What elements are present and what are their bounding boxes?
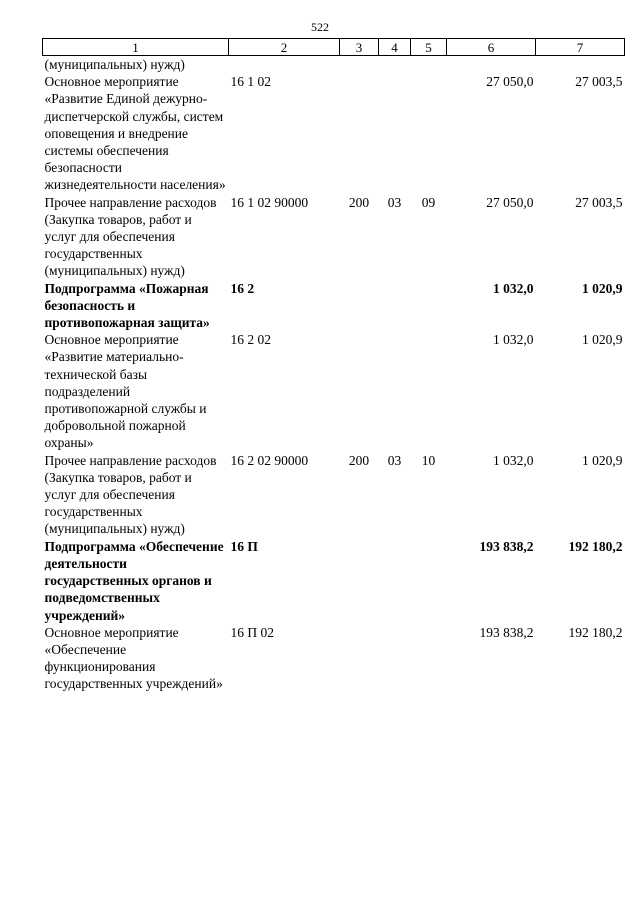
table-body xyxy=(43,56,625,693)
header-row xyxy=(43,39,625,56)
row-executed-amount-cell: 192 180,2 xyxy=(568,538,623,554)
row-section-cell xyxy=(379,331,411,451)
row-section-cell xyxy=(379,624,411,693)
row-planned-amount-cell xyxy=(447,56,536,74)
row-section-cell: 03 xyxy=(387,194,402,210)
row-name-cell: Основное мероприятие «Развитие материально-технической базы подразделений противопожарной службы и добровольной пожарной охраны» xyxy=(44,332,207,451)
row-subsection-cell xyxy=(411,56,447,74)
table-row xyxy=(43,331,625,451)
row-planned-amount-cell: 1 032,0 xyxy=(493,452,534,468)
row-executed-amount-cell: 1 020,9 xyxy=(582,452,623,468)
row-executed-amount-cell xyxy=(536,56,625,74)
column-header-6: 6 xyxy=(447,39,536,56)
row-name-cell: Подпрограмма «Обеспечение деятельности государственных органов и подведомственных учреждений» xyxy=(44,538,224,623)
row-name-cell: Прочее направление расходов (Закупка товаров, работ и услуг для обеспечения государственных (муниципальных) нужд) xyxy=(44,194,217,279)
row-section-cell xyxy=(379,538,411,624)
row-executed-amount-cell: 27 003,5 xyxy=(575,194,623,210)
row-code-cell: 16 П 02 xyxy=(230,624,274,640)
table-row xyxy=(43,538,625,624)
row-code-cell: 16 2 xyxy=(230,280,255,296)
row-section-cell xyxy=(379,56,411,74)
row-subsection-cell xyxy=(411,280,447,332)
row-planned-amount-cell: 193 838,2 xyxy=(479,624,534,640)
row-executed-amount-cell: 27 003,5 xyxy=(575,74,623,90)
row-subsection-cell: 09 xyxy=(421,194,436,210)
table-row xyxy=(43,452,625,538)
row-expense-type-cell xyxy=(340,73,379,193)
row-name-cell: Прочее направление расходов (Закупка товаров, работ и услуг для обеспечения государственных (муниципальных) нужд) xyxy=(44,452,217,537)
row-subsection-cell: 10 xyxy=(421,452,436,468)
row-executed-amount-cell: 192 180,2 xyxy=(568,624,623,640)
row-expense-type-cell xyxy=(340,331,379,451)
row-expense-type-cell: 200 xyxy=(348,452,370,468)
table-row xyxy=(43,624,625,693)
row-section-cell: 03 xyxy=(387,452,402,468)
row-executed-amount-cell: 1 020,9 xyxy=(582,332,623,348)
row-expense-type-cell xyxy=(340,624,379,693)
row-expense-type-cell: 200 xyxy=(348,194,370,210)
row-expense-type-cell xyxy=(340,280,379,332)
budget-table xyxy=(42,38,625,693)
row-code-cell xyxy=(229,56,340,74)
column-header-5: 5 xyxy=(411,39,447,56)
row-name-cell: Подпрограмма «Пожарная безопасность и противопожарная защита» xyxy=(44,280,210,331)
row-expense-type-cell xyxy=(340,56,379,74)
row-code-cell: 16 2 02 90000 xyxy=(230,452,309,468)
row-subsection-cell xyxy=(411,331,447,451)
row-section-cell xyxy=(379,73,411,193)
row-section-cell xyxy=(379,280,411,332)
row-subsection-cell xyxy=(411,624,447,693)
row-name-cell: (муниципальных) нужд) xyxy=(44,57,185,72)
row-code-cell: 16 П xyxy=(230,538,258,554)
table-row xyxy=(43,194,625,280)
row-subsection-cell xyxy=(411,538,447,624)
column-header-4: 4 xyxy=(379,39,411,56)
table-row xyxy=(43,56,625,74)
column-header-3: 3 xyxy=(340,39,379,56)
column-header-2: 2 xyxy=(229,39,340,56)
row-name-cell: Основное мероприятие «Обеспечение функционирования государственных учреждений» xyxy=(44,624,223,692)
row-code-cell: 16 1 02 xyxy=(230,74,271,90)
table-row xyxy=(43,280,625,332)
row-planned-amount-cell: 193 838,2 xyxy=(479,538,534,554)
row-planned-amount-cell: 1 032,0 xyxy=(493,280,534,296)
page-number: 522 xyxy=(311,20,329,34)
row-executed-amount-cell: 1 020,9 xyxy=(582,280,623,296)
row-code-cell: 16 1 02 90000 xyxy=(230,194,309,210)
row-subsection-cell xyxy=(411,73,447,193)
column-header-1: 1 xyxy=(43,39,229,56)
row-planned-amount-cell: 27 050,0 xyxy=(486,74,534,90)
row-expense-type-cell xyxy=(340,538,379,624)
table-row xyxy=(43,73,625,193)
row-code-cell: 16 2 02 xyxy=(230,332,271,348)
column-header-7: 7 xyxy=(536,39,625,56)
row-name-cell: Основное мероприятие «Развитие Единой дежурно-диспетчерской службы, систем оповещения и внедрение системы обеспечения безопасности жизнедеятельности населения» xyxy=(44,74,226,193)
row-planned-amount-cell: 27 050,0 xyxy=(486,194,534,210)
row-planned-amount-cell: 1 032,0 xyxy=(493,332,534,348)
